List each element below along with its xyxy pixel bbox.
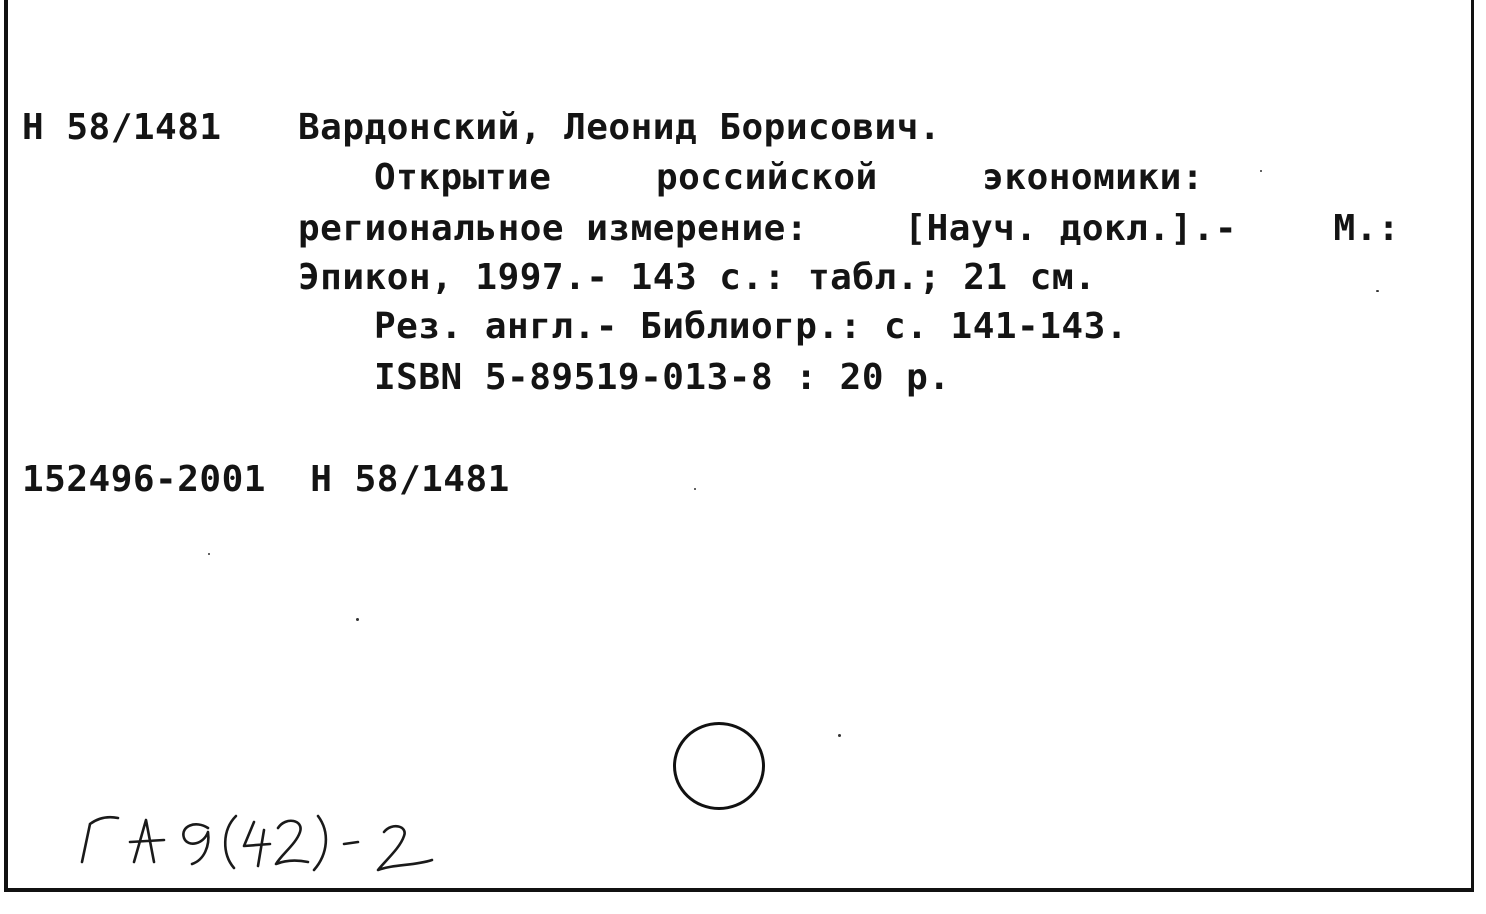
- title-continuation-line: [298, 209, 1400, 249]
- title-word: экономики:: [982, 157, 1204, 198]
- isbn-line: ISBN 5-89519-013-8 : 20 р.: [374, 357, 951, 398]
- catalog-card: [4, 0, 1474, 892]
- ink-speck: [208, 553, 210, 555]
- inventory-number: 152496-2001 Н 58/1481: [22, 459, 510, 500]
- title-line: [374, 158, 1204, 198]
- publication-type: [Науч. докл.].-: [904, 208, 1238, 249]
- ink-speck: [1260, 170, 1262, 172]
- ink-speck: [1376, 290, 1379, 292]
- handwritten-shelf-code: [68, 790, 488, 885]
- punch-hole: [673, 722, 765, 810]
- ink-speck: [694, 488, 696, 490]
- ink-speck: [838, 734, 841, 737]
- imprint-line: Эпикон, 1997.- 143 с.: табл.; 21 см.: [298, 257, 1097, 298]
- title-word: российской: [655, 157, 878, 198]
- ink-speck: [356, 618, 359, 621]
- subtitle-text: региональное измерение:: [298, 208, 808, 249]
- title-word: Открытие: [374, 157, 552, 198]
- call-number: Н 58/1481: [22, 107, 222, 148]
- author-heading: Вардонский, Леонид Борисович.: [298, 107, 942, 148]
- notes-line: Рез. англ.- Библиогр.: с. 141-143.: [374, 306, 1128, 347]
- publication-place: М.:: [1333, 208, 1400, 249]
